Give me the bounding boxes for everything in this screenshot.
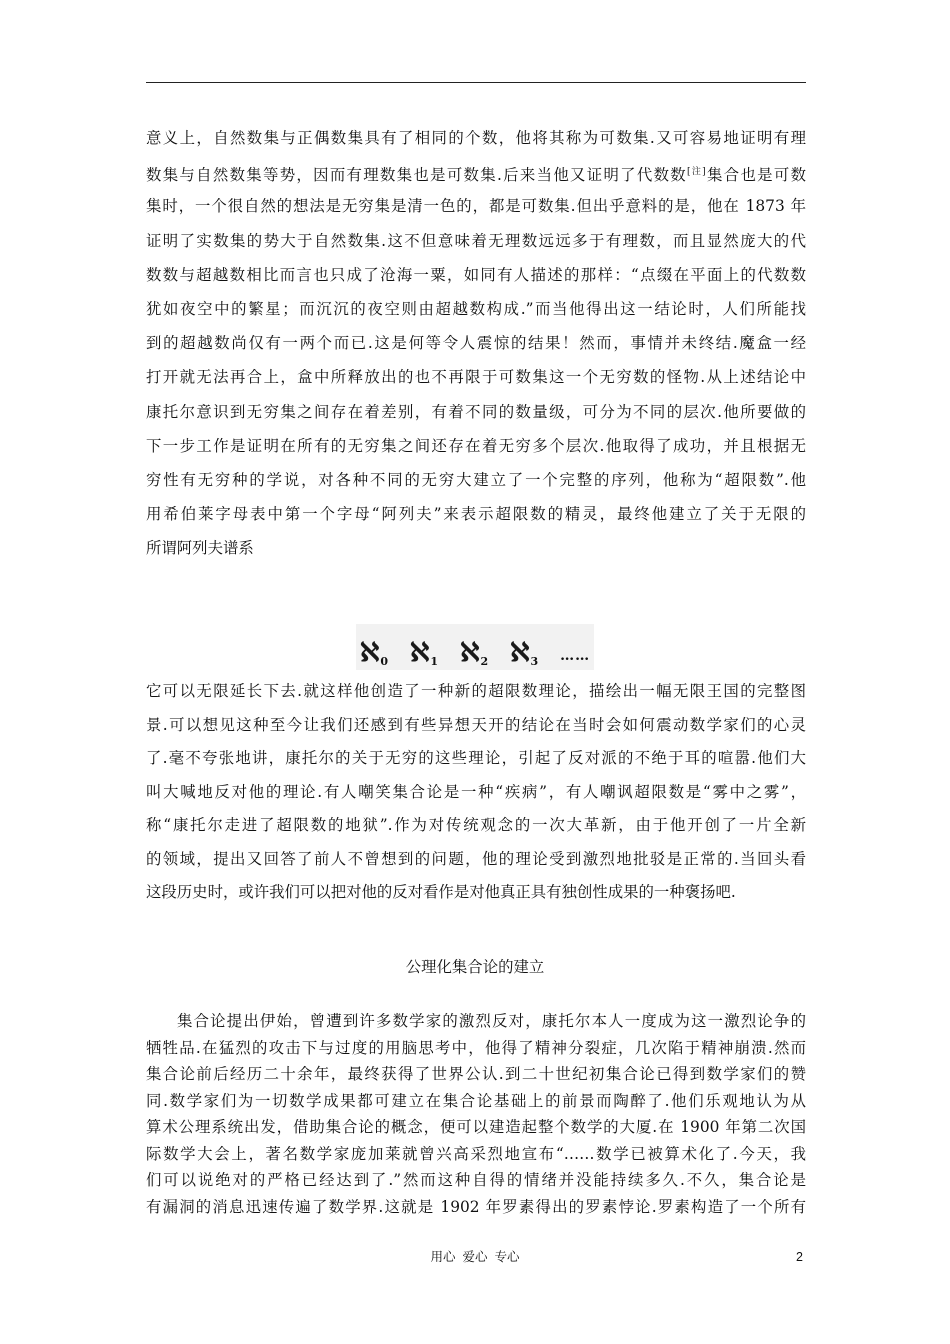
- aleph-subscript: 2: [480, 655, 489, 668]
- aleph-0: [360, 638, 388, 668]
- paragraph-transfinite-theory: [146, 675, 806, 910]
- text-line: 它可以无限延长下去.就这样他创造了一种新的超限数理论，描绘出一幅无限王国的完整图: [146, 682, 806, 700]
- text-line: 了.毫不夸张地讲，康托尔的关于无穷的这些理论，引起了反对派的不绝于耳的喧嚣.他们大: [146, 749, 806, 767]
- text-line: 打开就无法再合上，盒中所释放出的也不再限于可数集这一个无穷数的怪物.从上述结论中: [146, 368, 806, 387]
- text-line: 犹如夜空中的繁星；而沉沉的夜空则由超越数构成.”而当他得出这一结论时，人们所能找: [146, 299, 806, 318]
- text-line: 数数与超越数相比而言也只成了沧海一粟，如同有人描述的那样：“点缀在平面上的代数数: [146, 265, 806, 284]
- paragraph-cantor-countable: [146, 121, 806, 565]
- text-line: 际数学大会上，著名数学家庞加莱就曾兴高采烈地宣布“……数学已被算术化了.今天，我: [146, 1144, 806, 1163]
- aleph-symbol: ℵ: [510, 638, 530, 668]
- text-line: 的领域，提出又回答了前人不曾想到的问题，他的理论受到激烈地批驳是正常的.当回头看: [146, 849, 806, 868]
- section-heading: 公理化集合论的建立: [405, 958, 545, 976]
- text-line: 牺牲品.在猛烈的攻击下与过度的用脑思考中，他得了精神分裂症，几次陷于精神崩溃.然而: [146, 1038, 806, 1057]
- aleph-subscript: 1: [430, 655, 439, 668]
- footnote-marker: [注]: [687, 167, 706, 178]
- aleph-symbol: ℵ: [360, 638, 380, 668]
- text-line: 同.数学家们为一切数学成果都可建立在集合论基础上的前景而陶醉了.他们乐观地认为从: [146, 1091, 806, 1110]
- text-line: 证明了实数集的势大于自然数集.这不但意味着无理数远远多于有理数，而且显然庞大的代: [146, 231, 806, 250]
- text-line: 意义上，自然数集与正偶数集具有了相同的个数，他将其称为可数集.又可容易地证明有理: [146, 129, 806, 147]
- paragraph-axiomatic-set-theory: [146, 1008, 806, 1220]
- text-line: 集合论提出伊始，曾遭到许多数学家的激烈反对，康托尔本人一度成为这一激烈论争的: [177, 1012, 806, 1030]
- text-line: 景.可以想见这种至今让我们还感到有些异想天开的结论在当时会如何震动数学家们的心灵: [146, 715, 806, 734]
- text-line: 用希伯莱字母表中第一个字母“阿列夫”来表示超限数的精灵，最终他建立了关于无限的: [146, 505, 806, 524]
- text-line: 有漏洞的消息迅速传遍了数学界.这就是 1902 年罗素得出的罗素悖论.罗素构造了一个所有: [146, 1197, 806, 1216]
- aleph-subscript: 0: [380, 655, 389, 668]
- aleph-1: [410, 638, 438, 668]
- page-number: 2: [796, 1250, 803, 1264]
- text-line: 们可以说绝对的严格已经达到了.”然而这种自得的情绪并没能持续多久.不久，集合论是: [146, 1171, 806, 1189]
- text-line: 下一步工作是证明在所有的无穷集之间还存在着无穷多个层次.他取得了成功，并且根据无: [146, 436, 806, 455]
- aleph-2: [460, 638, 488, 668]
- text-line: 到的超越数尚仅有一两个而已.这是何等令人震惊的结果！然而，事情并未终结.魔盒一经: [146, 334, 806, 353]
- text-line: 叫大喊地反对他的理论.有人嘲笑集合论是一种“疾病”，有人嘲讽超限数是“雾中之雾”，: [146, 782, 806, 801]
- text-line: 算术公理系统出发，借助集合论的概念，便可以建造起整个数学的大厦.在 1900 年第二次国: [146, 1118, 806, 1136]
- aleph-sequence-figure: [360, 628, 590, 668]
- text-line: 数集与自然数集等势，因而有理数集也是可数集.后来当他又证明了代数数[注]集合也是可数: [146, 166, 806, 185]
- text-line: 康托尔意识到无穷集之间存在着差别，有着不同的数量级，可分为不同的层次.他所要做的: [146, 402, 806, 421]
- text-line: 所谓阿列夫谱系: [146, 539, 254, 558]
- aleph-symbol: ℵ: [460, 638, 480, 668]
- aleph-subscript: 3: [530, 655, 539, 668]
- text-line: 集时，一个很自然的想法是无穷集是清一色的，都是可数集.但出乎意料的是，他在 1873 年: [146, 197, 806, 216]
- aleph-3: [510, 638, 538, 668]
- text-line: 称“康托尔走进了超限数的地狱”.作为对传统观念的一次大革新，由于他开创了一片全新: [146, 816, 806, 834]
- aleph-symbol: ℵ: [410, 638, 430, 668]
- text-line: 穷性有无穷种的学说，对各种不同的无穷大建立了一个完整的序列，他称为“超限数”.他: [146, 470, 806, 489]
- footer-motto: 用心 爱心 专心: [430, 1249, 520, 1264]
- header-rule: [146, 82, 806, 83]
- text-line: 集合论前后经历二十余年，最终获得了世界公认.到二十世纪初集合论已得到数学家们的赞: [146, 1065, 806, 1083]
- text-line: 这段历史时，或许我们可以把对他的反对看作是对他真正具有独创性成果的一种褒扬吧.: [146, 883, 736, 901]
- aleph-ellipsis: ……: [560, 648, 591, 664]
